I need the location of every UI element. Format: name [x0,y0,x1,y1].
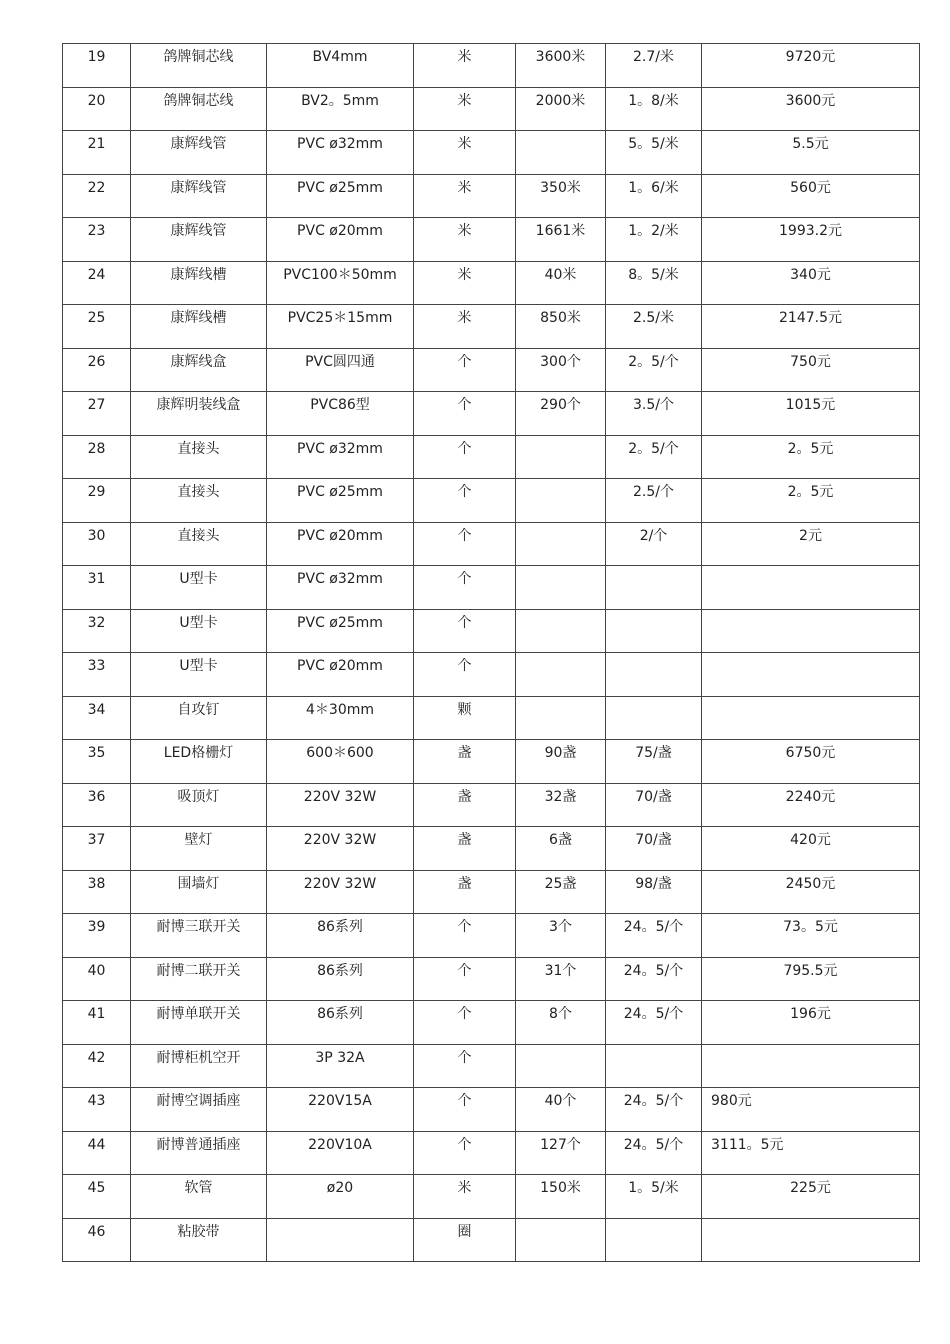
unit-price-cell: 2。5/个 [606,435,702,479]
table-row [63,305,920,349]
table-row [63,1044,920,1088]
table-row [63,522,920,566]
total-amount-cell: 2240元 [702,783,920,827]
unit-cell: 个 [414,522,516,566]
table-row [63,1131,920,1175]
table-row [63,696,920,740]
unit-price-cell [606,696,702,740]
unit-price-cell: 24。5/个 [606,1001,702,1045]
total-amount-cell: 9720元 [702,44,920,88]
spec-cell: 600＊600 [267,740,414,784]
item-name-cell: 直接头 [131,479,267,523]
table-body [63,44,920,1262]
quantity-cell: 31个 [516,957,606,1001]
row-number-cell: 44 [63,1131,131,1175]
total-amount-cell: 1015元 [702,392,920,436]
item-name-cell: 自攻钉 [131,696,267,740]
table-row [63,174,920,218]
quantity-cell: 90盏 [516,740,606,784]
unit-cell: 盏 [414,870,516,914]
unit-price-cell: 1。2/米 [606,218,702,262]
total-amount-cell [702,609,920,653]
row-number-cell: 33 [63,653,131,697]
quantity-cell [516,566,606,610]
spec-cell: 220V 32W [267,827,414,871]
quantity-cell [516,653,606,697]
spec-cell: 220V 32W [267,870,414,914]
quantity-cell: 3个 [516,914,606,958]
table-row [63,1088,920,1132]
unit-cell: 颗 [414,696,516,740]
total-amount-cell: 750元 [702,348,920,392]
row-number-cell: 29 [63,479,131,523]
table-row [63,870,920,914]
total-amount-cell: 6750元 [702,740,920,784]
quantity-cell: 8个 [516,1001,606,1045]
spec-cell: PVC ø32mm [267,435,414,479]
table-row [63,1218,920,1262]
unit-price-cell: 2.5/个 [606,479,702,523]
unit-price-cell [606,1218,702,1262]
table-row [63,392,920,436]
item-name-cell: 耐博空调插座 [131,1088,267,1132]
total-amount-cell: 2元 [702,522,920,566]
unit-price-cell [606,609,702,653]
unit-cell: 个 [414,957,516,1001]
spec-cell: BV2。5mm [267,87,414,131]
row-number-cell: 46 [63,1218,131,1262]
total-amount-cell: 2。5元 [702,479,920,523]
unit-cell: 盏 [414,783,516,827]
total-amount-cell: 225元 [702,1175,920,1219]
row-number-cell: 23 [63,218,131,262]
spec-cell: PVC ø20mm [267,522,414,566]
row-number-cell: 22 [63,174,131,218]
quantity-cell [516,131,606,175]
unit-price-cell: 75/盏 [606,740,702,784]
unit-cell: 个 [414,479,516,523]
unit-cell: 个 [414,1001,516,1045]
total-amount-cell: 420元 [702,827,920,871]
total-amount-cell: 196元 [702,1001,920,1045]
quantity-cell: 850米 [516,305,606,349]
spec-cell: PVC ø32mm [267,131,414,175]
row-number-cell: 21 [63,131,131,175]
unit-price-cell: 98/盏 [606,870,702,914]
quantity-cell: 350米 [516,174,606,218]
spec-cell [267,1218,414,1262]
quantity-cell: 32盏 [516,783,606,827]
unit-price-cell: 24。5/个 [606,1088,702,1132]
spec-cell: 86系列 [267,914,414,958]
row-number-cell: 35 [63,740,131,784]
quantity-cell: 290个 [516,392,606,436]
item-name-cell: 康辉明装线盒 [131,392,267,436]
spec-cell: 220V15A [267,1088,414,1132]
unit-price-cell: 24。5/个 [606,914,702,958]
row-number-cell: 30 [63,522,131,566]
unit-price-cell: 1。5/米 [606,1175,702,1219]
unit-cell: 个 [414,1088,516,1132]
row-number-cell: 34 [63,696,131,740]
row-number-cell: 43 [63,1088,131,1132]
row-number-cell: 38 [63,870,131,914]
total-amount-cell [702,1044,920,1088]
total-amount-cell: 3111。5元 [702,1131,920,1175]
unit-cell: 个 [414,1131,516,1175]
unit-price-cell: 3.5/个 [606,392,702,436]
unit-price-cell: 2/个 [606,522,702,566]
total-amount-cell: 2450元 [702,870,920,914]
table-row [63,435,920,479]
item-name-cell: 软管 [131,1175,267,1219]
unit-cell: 盏 [414,740,516,784]
item-name-cell: 耐博二联开关 [131,957,267,1001]
spec-cell: PVC ø25mm [267,609,414,653]
spec-cell: PVC ø32mm [267,566,414,610]
item-name-cell: 壁灯 [131,827,267,871]
spec-cell: PVC ø25mm [267,479,414,523]
table-row [63,218,920,262]
item-name-cell: 直接头 [131,522,267,566]
table-row [63,609,920,653]
total-amount-cell [702,1218,920,1262]
item-name-cell: 康辉线盒 [131,348,267,392]
total-amount-cell: 3600元 [702,87,920,131]
unit-cell: 个 [414,435,516,479]
unit-price-cell: 1。8/米 [606,87,702,131]
unit-cell: 米 [414,44,516,88]
total-amount-cell: 980元 [702,1088,920,1132]
item-name-cell: 鸽牌铜芯线 [131,87,267,131]
item-name-cell: 康辉线管 [131,174,267,218]
unit-price-cell: 2.5/米 [606,305,702,349]
unit-price-cell: 24。5/个 [606,957,702,1001]
unit-price-cell: 5。5/米 [606,131,702,175]
row-number-cell: 32 [63,609,131,653]
item-name-cell: 耐博三联开关 [131,914,267,958]
row-number-cell: 36 [63,783,131,827]
item-name-cell: 围墙灯 [131,870,267,914]
unit-cell: 米 [414,261,516,305]
row-number-cell: 25 [63,305,131,349]
item-name-cell: 鸽牌铜芯线 [131,44,267,88]
unit-price-cell: 1。6/米 [606,174,702,218]
table-row [63,653,920,697]
row-number-cell: 19 [63,44,131,88]
unit-cell: 圈 [414,1218,516,1262]
unit-price-cell: 70/盏 [606,783,702,827]
total-amount-cell: 795.5元 [702,957,920,1001]
row-number-cell: 42 [63,1044,131,1088]
total-amount-cell [702,696,920,740]
item-name-cell: 康辉线管 [131,131,267,175]
table-row [63,827,920,871]
unit-cell: 盏 [414,827,516,871]
total-amount-cell: 5.5元 [702,131,920,175]
unit-cell: 个 [414,348,516,392]
table-row [63,479,920,523]
row-number-cell: 27 [63,392,131,436]
unit-price-cell [606,566,702,610]
table-row [63,914,920,958]
spec-cell: BV4mm [267,44,414,88]
item-name-cell: 粘胶带 [131,1218,267,1262]
spec-cell: 3P 32A [267,1044,414,1088]
quantity-cell: 2000米 [516,87,606,131]
unit-cell: 个 [414,1044,516,1088]
spec-cell: ø20 [267,1175,414,1219]
table-row [63,1001,920,1045]
total-amount-cell [702,566,920,610]
row-number-cell: 45 [63,1175,131,1219]
unit-cell: 个 [414,392,516,436]
quantity-cell [516,609,606,653]
spec-cell: PVC ø20mm [267,218,414,262]
item-name-cell: 直接头 [131,435,267,479]
total-amount-cell: 560元 [702,174,920,218]
quantity-cell: 6盏 [516,827,606,871]
item-name-cell: 康辉线槽 [131,305,267,349]
item-name-cell: 吸顶灯 [131,783,267,827]
item-name-cell: 耐博普通插座 [131,1131,267,1175]
materials-price-table [62,43,920,1262]
table-row [63,783,920,827]
row-number-cell: 28 [63,435,131,479]
table-row [63,87,920,131]
unit-price-cell [606,1044,702,1088]
unit-cell: 米 [414,305,516,349]
spec-cell: PVC ø25mm [267,174,414,218]
row-number-cell: 26 [63,348,131,392]
spec-cell: 4＊30mm [267,696,414,740]
table-row [63,261,920,305]
item-name-cell: 康辉线槽 [131,261,267,305]
row-number-cell: 24 [63,261,131,305]
unit-cell: 个 [414,609,516,653]
unit-price-cell: 2。5/个 [606,348,702,392]
row-number-cell: 20 [63,87,131,131]
table-row [63,44,920,88]
spec-cell: PVC100＊50mm [267,261,414,305]
item-name-cell: 耐博单联开关 [131,1001,267,1045]
total-amount-cell: 1993.2元 [702,218,920,262]
table-row [63,566,920,610]
unit-price-cell: 24。5/个 [606,1131,702,1175]
spec-cell: 86系列 [267,957,414,1001]
row-number-cell: 41 [63,1001,131,1045]
total-amount-cell: 73。5元 [702,914,920,958]
quantity-cell [516,435,606,479]
quantity-cell: 40个 [516,1088,606,1132]
item-name-cell: U型卡 [131,566,267,610]
spec-cell: PVC86型 [267,392,414,436]
item-name-cell: U型卡 [131,653,267,697]
row-number-cell: 31 [63,566,131,610]
row-number-cell: 39 [63,914,131,958]
unit-price-cell: 2.7/米 [606,44,702,88]
spec-cell: PVC25＊15mm [267,305,414,349]
total-amount-cell: 340元 [702,261,920,305]
quantity-cell: 300个 [516,348,606,392]
spec-cell: PVC圆四通 [267,348,414,392]
item-name-cell: U型卡 [131,609,267,653]
quantity-cell: 127个 [516,1131,606,1175]
quantity-cell: 25盏 [516,870,606,914]
quantity-cell [516,696,606,740]
spec-cell: 220V 32W [267,783,414,827]
unit-cell: 个 [414,566,516,610]
item-name-cell: 耐博柜机空开 [131,1044,267,1088]
total-amount-cell [702,653,920,697]
table-row [63,957,920,1001]
spec-cell: PVC ø20mm [267,653,414,697]
item-name-cell: 康辉线管 [131,218,267,262]
quantity-cell: 1661米 [516,218,606,262]
unit-cell: 米 [414,174,516,218]
quantity-cell [516,522,606,566]
quantity-cell: 3600米 [516,44,606,88]
item-name-cell: LED格栅灯 [131,740,267,784]
unit-cell: 米 [414,131,516,175]
spec-cell: 86系列 [267,1001,414,1045]
total-amount-cell: 2。5元 [702,435,920,479]
row-number-cell: 40 [63,957,131,1001]
unit-price-cell: 70/盏 [606,827,702,871]
table-row [63,131,920,175]
unit-cell: 个 [414,653,516,697]
quantity-cell [516,1044,606,1088]
table-row [63,740,920,784]
unit-cell: 个 [414,914,516,958]
table-row [63,348,920,392]
unit-price-cell [606,653,702,697]
quantity-cell: 40米 [516,261,606,305]
table-row [63,1175,920,1219]
spec-cell: 220V10A [267,1131,414,1175]
quantity-cell [516,479,606,523]
unit-cell: 米 [414,1175,516,1219]
unit-price-cell: 8。5/米 [606,261,702,305]
quantity-cell [516,1218,606,1262]
row-number-cell: 37 [63,827,131,871]
quantity-cell: 150米 [516,1175,606,1219]
unit-cell: 米 [414,87,516,131]
total-amount-cell: 2147.5元 [702,305,920,349]
unit-cell: 米 [414,218,516,262]
